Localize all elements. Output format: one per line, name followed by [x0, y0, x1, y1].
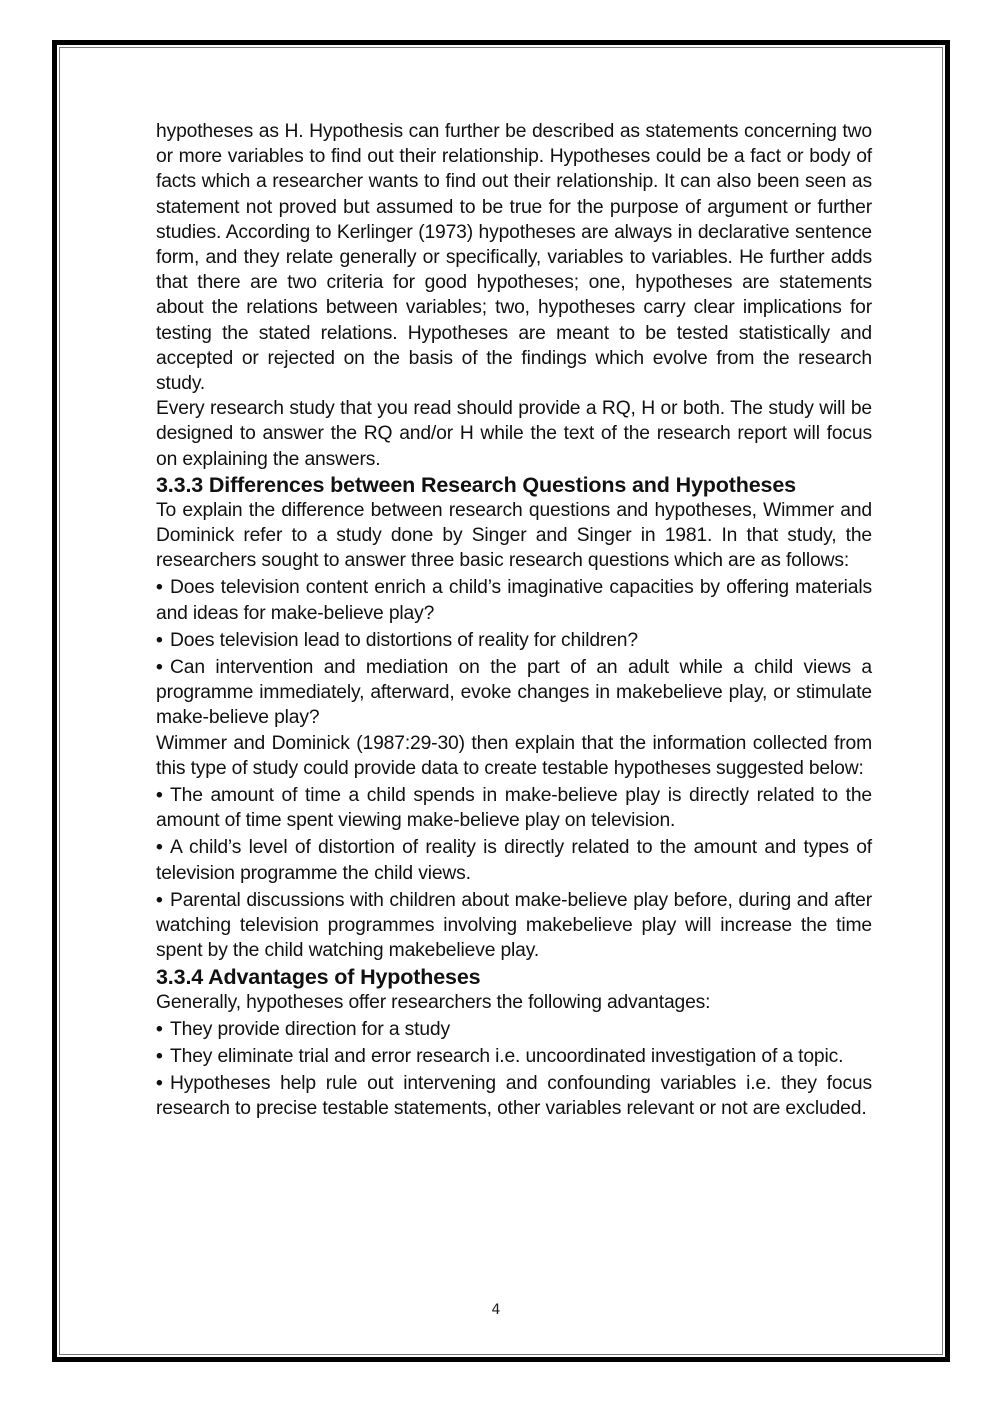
- bullet-icon: •: [156, 1073, 163, 1095]
- list-item-question: • Does television lead to distortions of reality for children?: [156, 628, 872, 653]
- list-item-advantage: • They eliminate trial and error research i.e. uncoordinated investigation of a topic.: [156, 1044, 872, 1069]
- bullet-icon: •: [156, 889, 163, 911]
- paragraph-differences-intro: To explain the difference between research questions and hypotheses, Wimmer and Dominick refer to a study done by Singer and Singer in 1981. In that study, the researchers sought to answer three basic research questions which are as follows:: [156, 499, 872, 572]
- page-content: [156, 119, 872, 1122]
- section-heading-advantages: 3.3.4 Advantages of Hypotheses: [156, 964, 481, 989]
- bullet-icon: •: [156, 785, 163, 807]
- bullet-icon: •: [156, 657, 163, 679]
- list-item-question: • Can intervention and mediation on the part of an adult while a child views a programme immediately, afterward, evoke changes in makebelieve play, or stimulate make-believe play?: [156, 657, 872, 729]
- list-item-hypothesis: • A child’s level of distortion of reality is directly related to the amount and types of television programme the child views.: [156, 837, 872, 884]
- page-number: 4: [491, 1302, 501, 1318]
- list-item-hypothesis: • Parental discussions with children about make-believe play before, during and after watching television programmes involving makebelieve play will increase the time spent by the child watching makebelieve play.: [156, 889, 872, 962]
- list-item-hypothesis: • The amount of time a child spends in make-believe play is directly related to the amount of time spent viewing make-believe play on television.: [156, 785, 872, 832]
- list-item-question: • Does television content enrich a child’s imaginative capacities by offering materials and ideas for make-believe play?: [156, 577, 872, 624]
- bullet-icon: •: [156, 577, 163, 599]
- list-item-advantage: • Hypotheses help rule out intervening and confounding variables i.e. they focus research to precise testable statements, other variables relevant or not are excluded.: [156, 1073, 872, 1120]
- paragraph-follow-up: Wimmer and Dominick (1987:29-30) then explain that the information collected from this type of study could provide data to create testable hypotheses suggested below:: [156, 732, 872, 779]
- paragraph-research-study: Every research study that you read should provide a RQ, H or both. The study will be designed to answer the RQ and/or H while the text of the research report will focus on explaining the answers.: [156, 398, 872, 470]
- section-heading-differences: 3.3.3 Differences between Research Questions and Hypotheses: [156, 472, 796, 497]
- list-item-advantage: • They provide direction for a study: [156, 1017, 872, 1042]
- paragraph-advantages-intro: Generally, hypotheses offer researchers the following advantages:: [156, 991, 711, 1013]
- paragraph-hypotheses-definition: hypotheses as H. Hypothesis can further be described as statements concerning two or more variables to find out their relationship. Hypotheses could be a fact or body of facts which a researcher wants to find out their relationship. It can also been seen as statement not proved but assumed to be true for the purpose of argument or further studies. According to Kerlinger (1973) hypotheses are always in declarative sentence form, and they relate generally or specifically, variables to variables. He further adds that there are two criteria for good hypotheses; one, hypotheses are statements about the relations between variables; two, hypotheses carry clear implications for testing the stated relations. Hypotheses are meant to be tested statistically and accepted or rejected on the basis of the findings which evolve from the research study.: [156, 121, 872, 395]
- bullet-icon: •: [156, 1018, 163, 1040]
- bullet-icon: •: [156, 629, 163, 651]
- bullet-icon: •: [156, 837, 163, 859]
- bullet-icon: •: [156, 1045, 163, 1067]
